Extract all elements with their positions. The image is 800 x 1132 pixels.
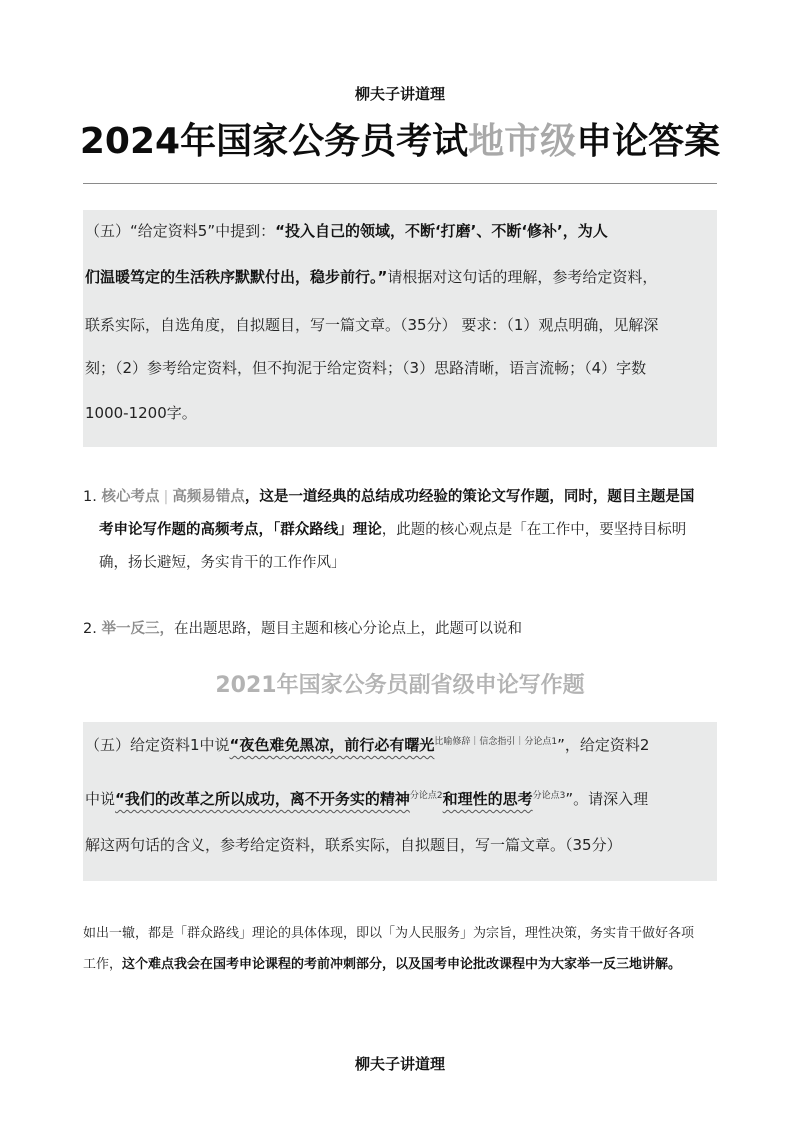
annotation-point3: 分论点3	[532, 791, 566, 801]
title-part2: 申论答案	[576, 121, 721, 162]
point1-line3: 确，扬长避短，务实肯干的工作作风」	[99, 555, 346, 571]
tag-error-prone: 高频易错点	[172, 489, 245, 505]
question2-prefix: （五）给定资料1中说	[85, 736, 230, 754]
quote-night-dawn: “夜色难免黑凉，前行必有曙光	[229, 736, 435, 754]
point1-text: ，此题的核心观点是「在工作中，要坚持目标明	[381, 522, 687, 538]
tag-core-point: 核心考点	[101, 489, 160, 505]
title-part1: 2024年国家公务员考试	[79, 121, 469, 162]
conclusion-line2	[83, 955, 723, 975]
brand-header: 柳夫子讲道理	[354, 85, 445, 103]
question2-suffix2: ”。请深入理	[565, 790, 649, 808]
brand-footer: 柳夫子讲道理	[354, 1055, 445, 1073]
annotation-point2: 分论点2	[409, 791, 443, 801]
header-divider	[83, 183, 717, 184]
conclusion-prefix: 工作，	[83, 957, 123, 972]
point2-text: 在出题思路，题目主题和核心分论点上，此题可以说和	[173, 621, 522, 637]
point1-number: 1.	[83, 489, 97, 505]
question1-line2	[85, 267, 717, 287]
conclusion-line1: 如出一辙，都是「群众路线」理论的具体体现，即以「为人民服务」为宗旨，理性决策，务实肯干做好各项	[83, 926, 695, 941]
quote-rational-thinking: 和理性的思考	[442, 790, 533, 808]
conclusion-bold: 这个难点我会在国考申论课程的考前冲刺部分，以及国考申论批改课程中为大家举一反三地讲解。	[122, 957, 682, 972]
point1-line1	[83, 487, 723, 507]
tag-separator: |	[163, 489, 169, 505]
question2-suffix1: ”，给定资料2	[557, 736, 650, 754]
question1-quote-part2: 们温暖笃定的生活秩序默默付出，稳步前行。”	[85, 268, 388, 286]
question1-instruction: 请根据对这句话的理解，参考给定资料，	[387, 268, 658, 286]
question-box-2021	[83, 722, 717, 881]
question2-line2	[85, 786, 717, 809]
question-box-2024	[83, 210, 717, 447]
question1-line4: 刻；（2）参考给定资料，但不拘泥于给定资料；（3）思路清晰，语言流畅；（4）字数	[85, 359, 647, 377]
point1-bold-text2: 考申论写作题的高频考点，「群众路线」理论	[99, 522, 382, 538]
question2-line3: 解这两句话的含义，参考给定资料，联系实际，自拟题目，写一篇文章。（35分）	[85, 836, 622, 854]
point1-line2	[99, 520, 739, 540]
tag-analogy: 举一反三，	[101, 621, 174, 637]
question1-line5: 1000-1200字。	[85, 404, 197, 422]
quote-pragmatic-spirit: “我们的改革之所以成功，离不开务实的精神	[115, 790, 410, 808]
page-title	[0, 113, 800, 164]
question1-quote-part1: “投入自己的领域，不断‘打磨’、不断‘修补’，为人	[275, 222, 608, 240]
question1-prefix: （五）“给定资料5”中提到：	[85, 222, 276, 240]
point2-number: 2.	[83, 621, 97, 637]
comma: ，	[244, 489, 260, 505]
section-subtitle: 2021年国家公务员副省级申论写作题	[215, 673, 585, 698]
annotation-point1: 比喻修辞｜信念指引｜分论点1	[434, 737, 558, 747]
question2-prefix2: 中说	[85, 790, 116, 808]
point2-line	[83, 619, 723, 639]
question2-line1	[85, 732, 717, 755]
question1-line1	[85, 221, 717, 241]
question1-line3: 联系实际，自选角度，自拟题目，写一篇文章。（35分） 要求：（1）观点明确，见解深	[85, 316, 659, 334]
title-highlight: 地市级	[468, 121, 577, 162]
point1-bold-text: 这是一道经典的总结成功经验的策论文写作题，同时，题目主题是国	[259, 489, 695, 505]
